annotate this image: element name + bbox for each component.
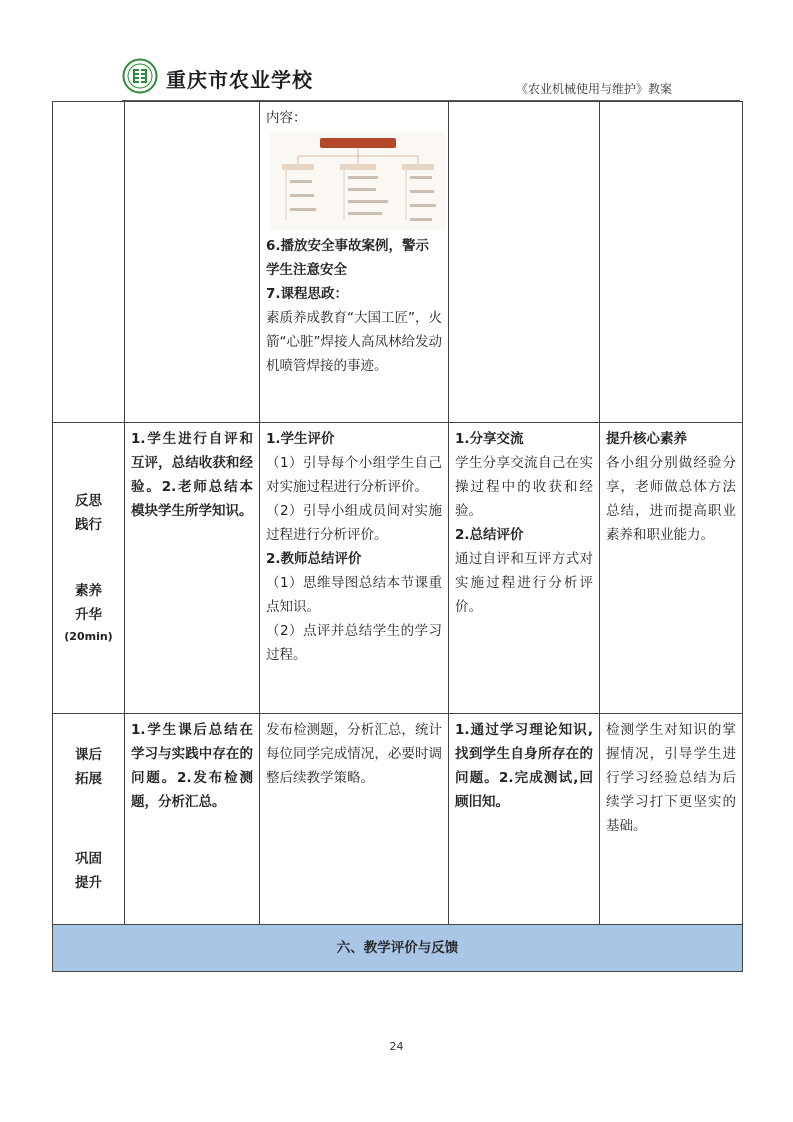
teacher-line: （1）引导每个小组学生自己对实施过程进行分析评价。 bbox=[266, 455, 442, 495]
table-row-reflect bbox=[53, 423, 743, 714]
stage-label-line: 反思 bbox=[75, 493, 102, 509]
stage-label-after-class bbox=[53, 714, 125, 925]
content-cell: 1.学生进行自评和互评，总结收获和经验。2.老师总结本模块学生所学知识。 bbox=[125, 423, 260, 714]
teacher-activity-cell bbox=[260, 102, 449, 423]
student-activity-cell: 1.通过学习理论知识,找到学生自身所存在的问题。2.完成测试,回顾旧知。 bbox=[449, 714, 600, 925]
teacher-line: 内容： bbox=[266, 110, 307, 126]
student-line: 1.分享交流 bbox=[455, 431, 524, 447]
stage-label-line: 升华 bbox=[75, 607, 102, 623]
content-cell-empty bbox=[125, 102, 260, 423]
teacher-line: 素质养成教育“大国工匠”，火箭“心脏”焊接人高凤林给发动机喷管焊接的事迹。 bbox=[266, 310, 442, 374]
student-activity-cell bbox=[449, 423, 600, 714]
page-header bbox=[122, 56, 742, 100]
stage-label-line: 践行 bbox=[75, 517, 102, 533]
teacher-line: 1.学生评价 bbox=[266, 431, 335, 447]
intent-line: 提升核心素养 bbox=[606, 431, 687, 447]
teacher-line: （1）思维导图总结本节课重点知识。 bbox=[266, 575, 442, 615]
content-cell: 1.学生课后总结在学习与实践中存在的问题。2.发布检测题，分析汇总。 bbox=[125, 714, 260, 925]
teacher-activity-cell: 发布检测题，分析汇总，统计每位同学完成情况，必要时调整后续教学策略。 bbox=[260, 714, 449, 925]
stage-duration: (20min) bbox=[64, 630, 113, 643]
teacher-activity-cell bbox=[260, 423, 449, 714]
student-line: 学生分享交流自己在实操过程中的收获和经验。 bbox=[455, 455, 593, 519]
lesson-plan-table bbox=[52, 101, 743, 972]
teacher-line: 7.课程思政： bbox=[266, 286, 349, 302]
stage-label-line: 提升 bbox=[75, 875, 102, 891]
student-activity-cell-empty bbox=[449, 102, 600, 423]
design-intent-cell-empty bbox=[600, 102, 743, 423]
school-name: 重庆市农业学校 bbox=[166, 68, 313, 92]
teacher-line: （2）点评并总结学生的学习过程。 bbox=[266, 623, 442, 663]
label-cell-empty bbox=[53, 102, 125, 423]
document-title: 《农业机械使用与维护》教案 bbox=[515, 82, 672, 96]
stage-label-line: 拓展 bbox=[75, 771, 102, 787]
stage-label-reflect bbox=[53, 423, 125, 714]
teacher-line: （2）引导小组成员间对实施过程进行分析评价。 bbox=[266, 503, 442, 543]
intent-line: 各小组分别做经验分享，老师做总体方法总结，进而提高职业素养和职业能力。 bbox=[606, 455, 736, 543]
section-heading: 六、教学评价与反馈 bbox=[53, 925, 743, 972]
table-row-after-class bbox=[53, 714, 743, 925]
table-row-continuation bbox=[53, 102, 743, 423]
design-intent-cell bbox=[600, 423, 743, 714]
page-number: 24 bbox=[389, 1040, 404, 1053]
teacher-line: 2.教师总结评价 bbox=[266, 551, 362, 567]
mind-map-image bbox=[270, 132, 446, 230]
student-line: 通过自评和互评方式对实施过程进行分析评价。 bbox=[455, 551, 593, 615]
student-line: 2.总结评价 bbox=[455, 527, 524, 543]
school-emblem-icon bbox=[122, 58, 158, 94]
teacher-line: 6.播放安全事故案例，警示学生注意安全 bbox=[266, 238, 430, 278]
table-row-section-heading bbox=[53, 925, 743, 972]
stage-label-line: 素养 bbox=[75, 583, 102, 599]
stage-label-line: 巩固 bbox=[75, 851, 102, 867]
stage-label-line: 课后 bbox=[75, 747, 102, 763]
design-intent-cell: 检测学生对知识的掌握情况，引导学生进行学习经验总结为后续学习打下更坚实的基础。 bbox=[600, 714, 743, 925]
